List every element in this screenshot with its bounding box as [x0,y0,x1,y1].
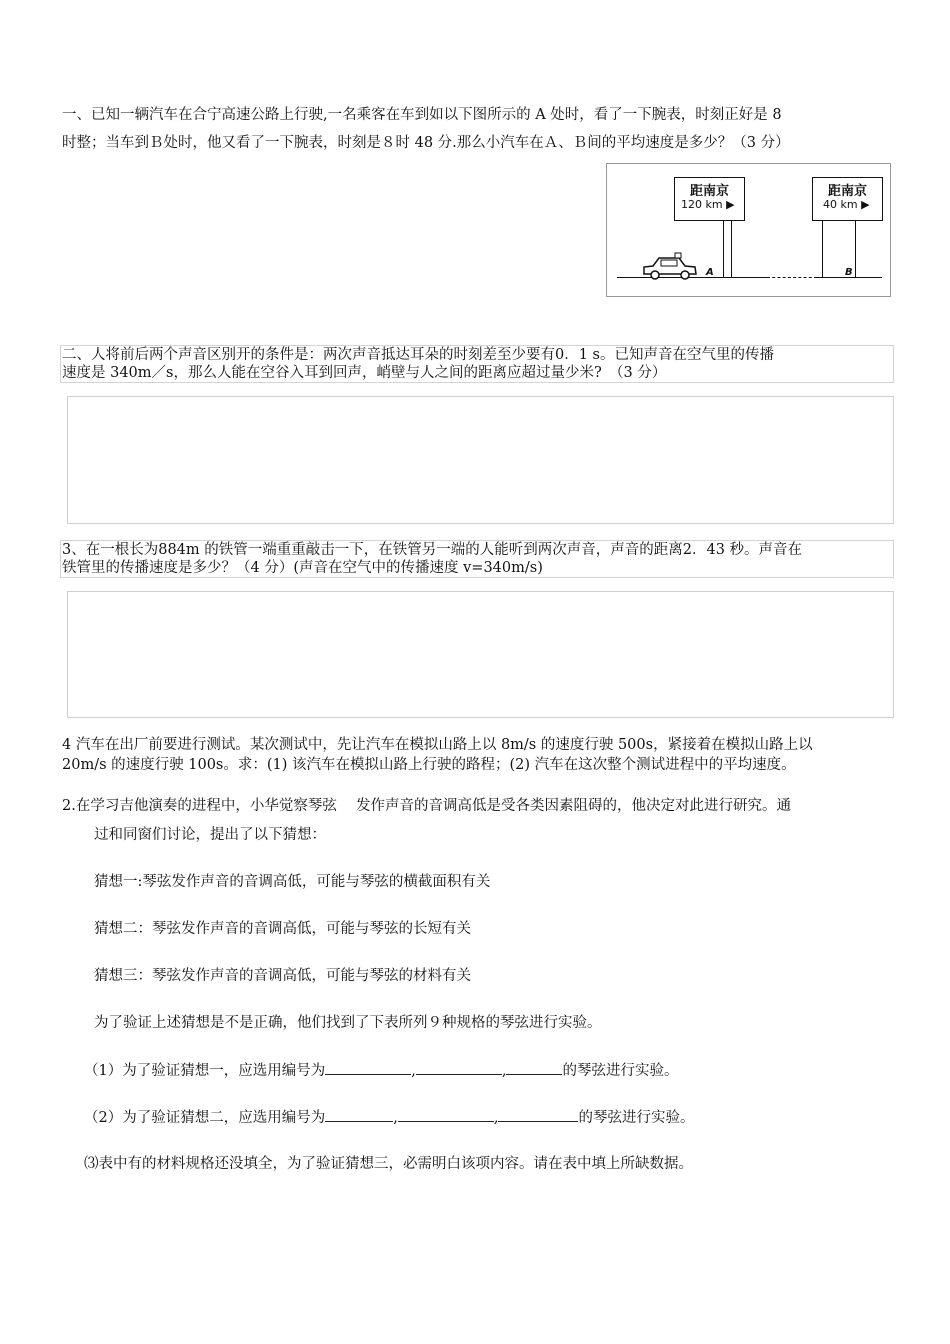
sign-a [674,177,745,221]
comma: , [501,1063,507,1079]
comma: , [493,1110,499,1126]
q5-sub-2-blank-2[interactable] [398,1107,494,1122]
q5-sub-1-blank-3[interactable] [506,1060,562,1075]
q5-sub-2-suffix: 的琴弦进行实验。 [578,1110,695,1126]
q5-guess-1: 猜想一:琴弦发作声音的音调高低，可能与琴弦的横截面积有关 [94,874,491,890]
q5-sub-2-blank-1[interactable] [325,1107,393,1122]
sign-b-post-left [822,221,823,277]
sign-b-distance: 40 km ▶ [823,198,870,211]
q1-line-1: 一、已知一辆汽车在合宁高速公路上行驶,一名乘客在车到如以下图所示的 A 处时，看了一下腕表，时刻正好是 8 [62,107,782,123]
q5-sub-1-blank-2[interactable] [416,1060,502,1075]
q2-answer-box[interactable] [67,396,894,524]
q5-guess-3: 猜想三：琴弦发作声音的音调高低，可能与琴弦的材料有关 [94,968,471,984]
sign-a-title: 距南京 [689,184,729,199]
q4-line-2: 20m/s 的速度行驶 100s。求：(1) 该汽车在模拟山路上行驶的路程；(2) 汽车在这次整个测试进程中的平均速度。 [62,757,796,773]
sign-b [812,177,883,221]
q5-sub-2-prefix: （2）为了验证猜想二，应选用编号为 [84,1110,326,1126]
comma: , [393,1110,398,1126]
q5-guess-2: 猜想二：琴弦发作声音的音调高低，可能与琴弦的长短有关 [94,921,471,937]
road-dashed [767,277,817,278]
q5-verify: 为了验证上述猜想是不是正确，他们找到了下表所列９种规格的琴弦进行实验。 [94,1015,602,1031]
car-icon [641,252,699,282]
road-sign-figure [606,163,891,297]
q5-line-2: 过和同窗们讨论，提出了以下猜想： [94,827,326,843]
sign-a-post-left [723,221,724,277]
q5-sub-2 [84,1107,694,1128]
q5-sub-1-blank-1[interactable] [325,1060,411,1075]
q5-sub-1 [84,1060,678,1081]
q5-sub-1-suffix: 的琴弦进行实验。 [562,1063,679,1079]
q1-line-2: 时整；当车到Ｂ处时，他又看了一下腕表，时刻是８时 48 分.那么小汽车在Ａ、Ｂ间的平均速度是多少？（3 分） [62,135,790,151]
q5-sub-3: ⑶表中有的材料规格还没填全，为了验证猜想三，必需明白该项内容。请在表中填上所缺数据。 [84,1156,693,1172]
q4-line-1: 4 汽车在出厂前要进行测试。某次测试中，先让汽车在模拟山路上以 8m/s 的速度行驶 500s，紧接着在模拟山路上以 [62,737,813,753]
q3-line-1: 3、在一根长为884m 的铁管一端重重敲击一下，在铁管另一端的人能听到两次声音，声音的距离2．43 秒。声音在 [62,542,803,558]
q3-answer-box[interactable] [67,591,894,718]
point-b-label: B [845,267,853,278]
sign-b-title: 距南京 [827,184,867,199]
arrow-right-icon: ▶ [726,198,735,211]
q5-sub-2-blank-3[interactable] [498,1107,578,1122]
q3-line-2: 铁管里的传播速度是多少？（4 分）(声音在空气中的传播速度 v=340m/s) [62,560,543,576]
q5-sub-1-prefix: （1）为了验证猜想一，应选用编号为 [84,1063,326,1079]
comma: , [411,1063,416,1079]
q2-line-2: 速度是 340m／s，那么人能在空谷入耳到回声，峭壁与人之间的距离应超过量少米? （3 分） [62,365,667,381]
sign-b-post-right [855,221,856,277]
q5-line-1: 2.在学习吉他演奏的进程中，小华觉察琴弦 发作声音的音调高低是受各类因素阻碍的，他决定对此进行研究。通 [62,798,791,814]
arrow-right-icon: ▶ [861,198,870,211]
q2-line-1: 二、人将前后两个声音区别开的条件是：两次声音抵达耳朵的时刻差至少要有0．1 s。已知声音在空气里的传播 [62,347,774,363]
point-a-label: A [706,267,714,278]
sign-a-post-right [731,221,732,277]
sign-a-distance: 120 km ▶ [681,198,735,211]
